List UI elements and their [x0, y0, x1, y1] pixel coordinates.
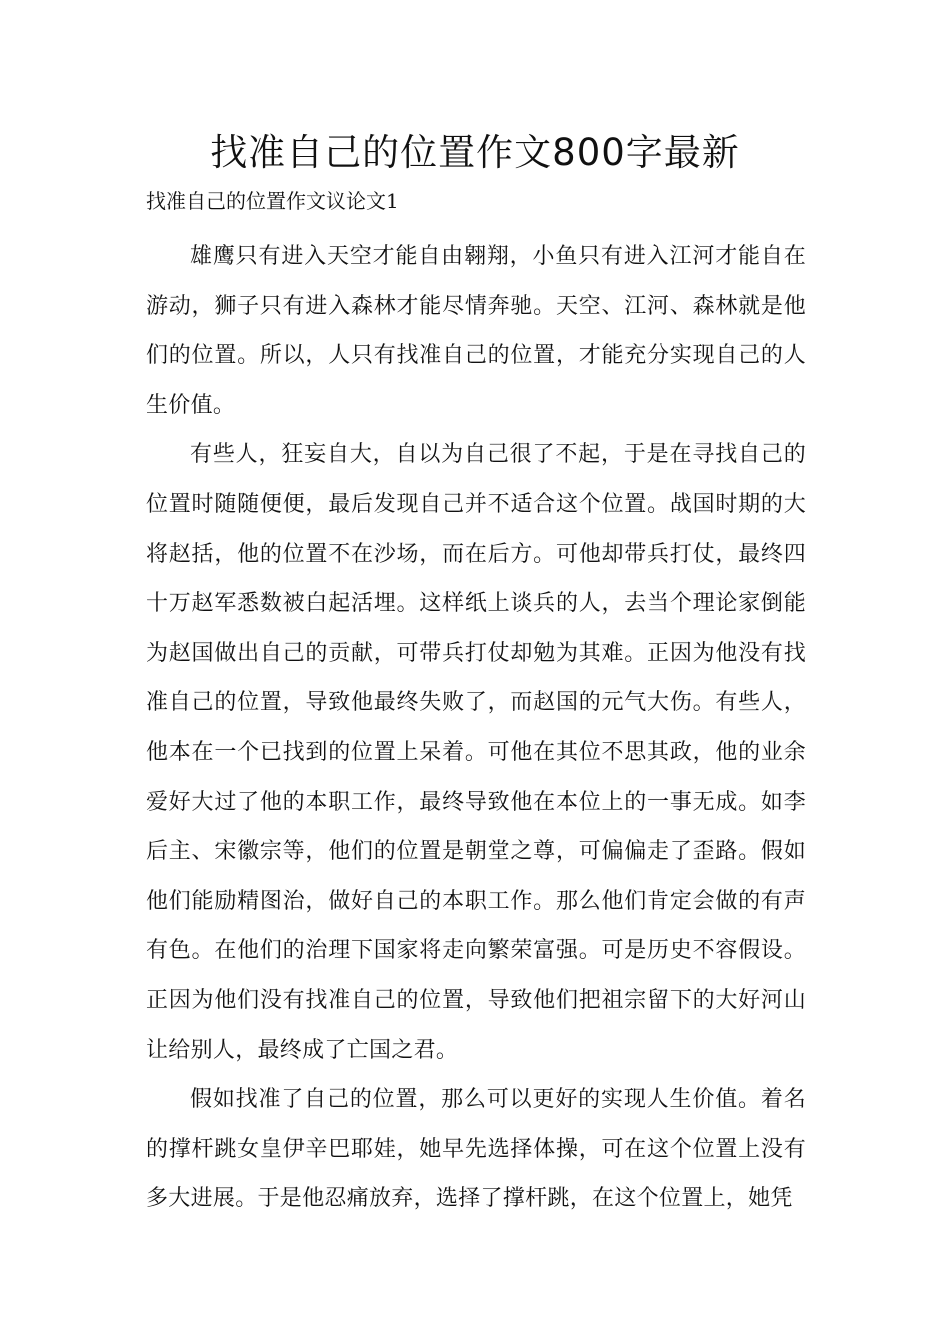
paragraph: 假如找准了自己的位置，那么可以更好的实现人生价值。着名的撑杆跳女皇伊辛巴耶娃，她早先选择体操，可在这个位置上没有多大进展。于是他忍痛放弃，选择了撑杆跳，在这个位置上，她凭	[146, 1087, 806, 1212]
document-subtitle: 找准自己的位置作文议论文1	[146, 189, 399, 213]
document-body	[146, 232, 806, 1224]
document-title: 找准自己的位置作文800字最新	[210, 131, 740, 174]
paragraph: 有些人，狂妄自大，自以为自己很了不起，于是在寻找自己的位置时随随便便，最后发现自己并不适合这个位置。战国时期的大将赵括，他的位置不在沙场，而在后方。可他却带兵打仗，最终四十万赵军悉数被白起活埋。这样纸上谈兵的人，去当个理论家倒能为赵国做出自己的贡献，可带兵打仗却勉为其难。正因为他没有找准自己的位置，导致他最终失败了，而赵国的元气大伤。有些人，他本在一个已找到的位置上呆着。可他在其位不思其政，他的业余爱好大过了他的本职工作，最终导致他在本位上的一事无成。如李后主、宋徽宗等，他们的位置是朝堂之尊，可偏偏走了歪路。假如他们能励精图治，做好自己的本职工作。那么他们肯定会做的有声有色。在他们的治理下国家将走向繁荣富强。可是历史不容假设。正因为他们没有找准自己的位置，导致他们把祖宗留下的大好河山让给别人，最终成了亡国之君。	[146, 442, 806, 1063]
paragraph: 雄鹰只有进入天空才能自由翱翔，小鱼只有进入江河才能自在游动，狮子只有进入森林才能尽情奔驰。天空、江河、森林就是他们的位置。所以，人只有找准自己的位置，才能充分实现自己的人生价值。	[146, 244, 806, 418]
